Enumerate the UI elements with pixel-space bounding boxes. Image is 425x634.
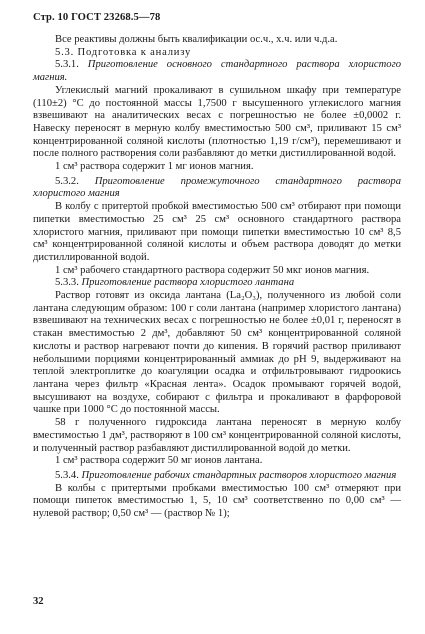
subsection-number: 5.3.3.: [55, 277, 82, 289]
paragraph-lanthanum-hydroxide: 58 г полученного гидроксида лантана переносят в мерную колбу вместимостью 1 дм³, растворяют в 100 см³ концентрированной соляной кислоты, и полученный раствор разбавляют дистиллированной водой до метки.: [33, 417, 401, 454]
paragraph-magnesium-carbonate: Углекислый магний прокаливают в сушильном шкафу при температуре (110±2) °С до постоянной массы 1,7500 г высушенного углекислого магния взвешивают на аналитических весах с погрешностью не более ±0,0002 г. Навеску переносят в мерную колбу вместимостью 500 см³, приливают 15 см³ концентрированной соляной кислоты (плотностью 1,19 г/см³), перемешивают и после полного растворения соли разбавляют до метки дистиллированной водой.: [33, 84, 401, 160]
paragraph-intermediate-solution: В колбу с притертой пробкой вместимостью 500 см³ отбирают при помощи пипетки вместимостью 25 см³ 25 см³ основного стандартного раствора хлористого магния, приливают при помощи пипетки вместимостью 10 см³ 8,5 см³ концентрированной соляной кислоты и объем раствора доводят до метки дистиллированной водой.: [33, 201, 401, 263]
page-number: 32: [33, 596, 44, 607]
subsection-title: Приготовление промежуточного стандартного раствора хлористого магния: [33, 175, 402, 200]
subsection-title: Приготовление основного стандартного раствора хлористого магния.: [33, 59, 402, 84]
paragraph-working-solution-content: 1 см³ рабочего стандартного раствора содержит 50 мкг ионов магния.: [55, 264, 370, 276]
subsection-title: Приготовление рабочих стандартных растворов хлористого магния: [81, 469, 397, 481]
subsection-5-3-3: [33, 277, 401, 290]
paragraph-lanthanum-content: 1 см³ раствора содержит 50 мг ионов лантана.: [55, 455, 263, 467]
subsection-5-3-1: [33, 59, 401, 84]
paragraph-magnesium-content: 1 см³ раствора содержит 1 мг ионов магния.: [55, 161, 254, 173]
subsection-title: Приготовление раствора хлористого лантана: [81, 277, 295, 289]
paragraph-working-standards: В колбы с притертыми пробками вместимостью 100 см³ отмеряют при помощи пипеток вместимостью 1, 5, 10 см³ соответственно по 0,00 см³ — нулевой раствор; 0,50 см³ — (раствор № 1);: [33, 482, 401, 520]
subsection-number: 5.3.2.: [55, 175, 95, 187]
section-heading-preparation: 5.3. Подготовка к анализу: [55, 46, 192, 58]
subsection-number: 5.3.4.: [55, 469, 82, 481]
page-header: Стр. 10 ГОСТ 23268.5—78: [33, 12, 161, 23]
paragraph-reagents: Все реактивы должны быть квалификации ос.ч., х.ч. или ч.д.а.: [55, 34, 338, 45]
subsection-5-3-4: [33, 470, 401, 483]
subsection-number: 5.3.1.: [55, 59, 88, 71]
paragraph-lanthanum-oxide: Раствор готовят из оксида лантана (La₂O₃), полученного из любой соли лантана следующим образом: 100 г соли лантана (например хлористого лантана) взвешивают на технических весах с погрешностью не более ±0,01 г, переносят в стакан вместимостью 2 дм³, добавляют 50 см³ концентрированной соляной кислоты и раствор нагревают почти до кипения. В горячий раствор приливают небольшими порциями концентрированный аммиак до pH 9, выдерживают на теплой электроплитке до коагуляции осадка и отфильтровывают гидроокись лантана через фильтр «Красная лента». Осадок промывают горячей водой, высушивают на воздухе, собирают с фильтра и прокаливают в фарфоровой чашке при 1000 °С до постоянной массы.: [33, 290, 401, 416]
subsection-5-3-2: [33, 176, 401, 201]
